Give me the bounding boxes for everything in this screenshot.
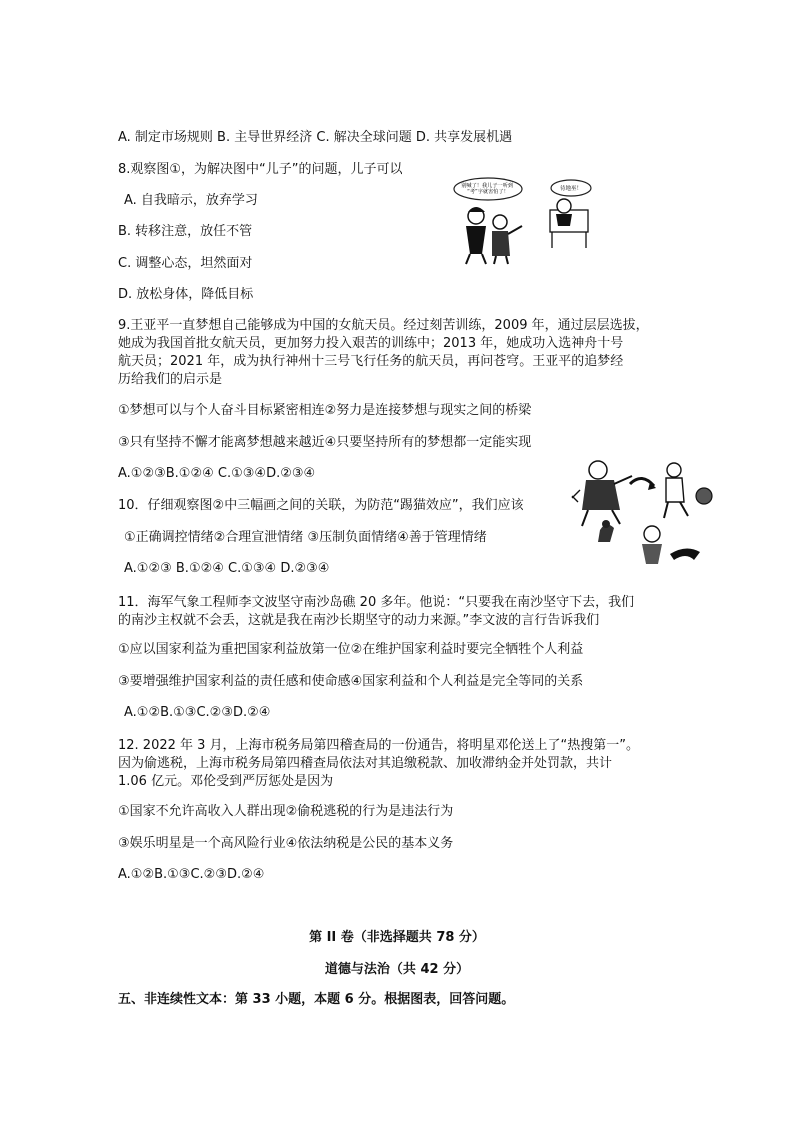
q12-stem-line: 因为偷逃税，上海市税务局第四稽查局依法对其追缴税款、加收滞纳金并处罚款，共计 (118, 756, 613, 771)
motion-lines (572, 490, 580, 502)
child-figure (696, 488, 712, 504)
q8-option-d: D. 放松身体，降低目标 (118, 287, 254, 302)
child-head (644, 526, 660, 542)
part2-title: 第 II 卷（非选择题共 78 分） (309, 930, 485, 945)
q11-statements-line: ①应以国家利益为重把国家利益放第一位②在维护国家利益时要完全牺牲个人利益 (118, 642, 584, 657)
son-legs (494, 256, 508, 264)
mother-legs (466, 254, 486, 264)
q12-statements-line: ③娱乐明星是一个高风险行业④依法纳税是公民的基本义务 (118, 836, 454, 851)
q11-stem-line: 11．海军气象工程师李文波坚守南沙岛礁 20 多年。他说：“只要我在南沙坚守下去，我们 (118, 595, 635, 610)
son-body (492, 231, 510, 256)
q11-options: A.①②B.①③C.②③D.②④ (124, 705, 271, 720)
cartoon-figure-2 (570, 456, 718, 574)
q8-option-c: C. 调整心态，坦然面对 (118, 256, 253, 271)
q11-statements-line: ③要增强维护国家利益的责任感和使命感④国家利益和个人利益是完全等同的关系 (118, 674, 584, 689)
bubble-right-text: 待地巫！ (559, 186, 583, 192)
cartoon-figure-1 (452, 176, 600, 268)
child-body (642, 544, 662, 564)
q9-stem-line: 历给我们的启示是 (118, 372, 223, 387)
q11-stem-line: 的南沙主权就不会丢，这就是我在南沙长期坚守的动力来源。”李文波的言行告诉我们 (118, 613, 600, 628)
q9-statements-line: ③只有坚持不懈才能离梦想越来越近④只要坚持所有的梦想都一定能实现 (118, 435, 532, 450)
bubble-left-line: “考”字就害怕了！ (467, 189, 509, 195)
q8-stem: 8.观察图①，为解决图中“儿子”的问题，儿子可以 (118, 162, 403, 177)
section5-heading: 五、非连续性文本：第 33 小题，本题 6 分。根据图表，回答问题。 (118, 992, 515, 1007)
q9-statements-line: ①梦想可以与个人奋斗目标紧密相连②努力是连接梦想与现实之间的桥梁 (118, 403, 532, 418)
desk-legs (552, 232, 586, 248)
q7-options: A. 制定市场规则 B. 主导世界经济 C. 解决全球问题 D. 共享发展机遇 (118, 130, 513, 145)
q12-statements-line: ①国家不允许高收入人群出现②偷税逃税的行为是违法行为 (118, 804, 454, 819)
q8-option-b: B. 转移注意，放任不管 (118, 224, 253, 239)
examiner-body (556, 214, 572, 226)
examiner-head (557, 199, 571, 213)
bubble-left-line: 别喊了！我儿子一听到 (461, 183, 514, 189)
q8-option-a: A. 自我暗示，放弃学习 (124, 193, 258, 208)
part2-subtitle: 道德与法治（共 42 分） (324, 962, 470, 977)
mother-body (466, 226, 486, 254)
return-arrow-icon (670, 548, 700, 560)
q12-stem-line: 1.06 亿元。邓伦受到严厉惩处是因为 (118, 774, 334, 789)
q9-stem-line: 她成为我国首批女航天员，更加努力投入艰苦的训练中；2013 年，她成功入选神舟十号 (118, 336, 624, 351)
q10-options: A.①②③ B.①②④ C.①③④ D.②③④ (124, 561, 330, 576)
boss-legs (582, 510, 620, 526)
q12-options: A.①②B.①③C.②③D.②④ (118, 867, 265, 882)
q9-options: A.①②③B.①②④ C.①③④D.②③④ (118, 466, 316, 481)
mother-hair (468, 207, 485, 212)
employee-legs (664, 502, 688, 518)
q9-stem-line: 航天员；2021 年，成为执行神州十三号飞行任务的航天员，再问苍穹。王亚平的追梦经 (118, 354, 624, 369)
employee-head (667, 463, 681, 477)
employee-body (666, 478, 684, 502)
bubble-left-text (461, 181, 515, 195)
q10-statements: ①正确调控情绪②合理宣泄情绪 ③压制负面情绪④善于管理情绪 (124, 530, 487, 545)
son-arm (508, 226, 522, 234)
q9-stem-line: 9.王亚平一直梦想自己能够成为中国的女航天员。经过刻苦训练，2009 年，通过层层选拔， (118, 318, 649, 333)
q12-stem-line: 12. 2022 年 3 月，上海市税务局第四稽查局的一份通告，将明星邓伦送上了“热搜第一”。 (118, 738, 640, 753)
boss-head (589, 461, 607, 479)
cat-head (602, 520, 610, 528)
son-head (493, 215, 507, 229)
q10-stem: 10．仔细观察图②中三幅画之间的关联，为防范“踢猫效应”，我们应该 (118, 498, 524, 513)
